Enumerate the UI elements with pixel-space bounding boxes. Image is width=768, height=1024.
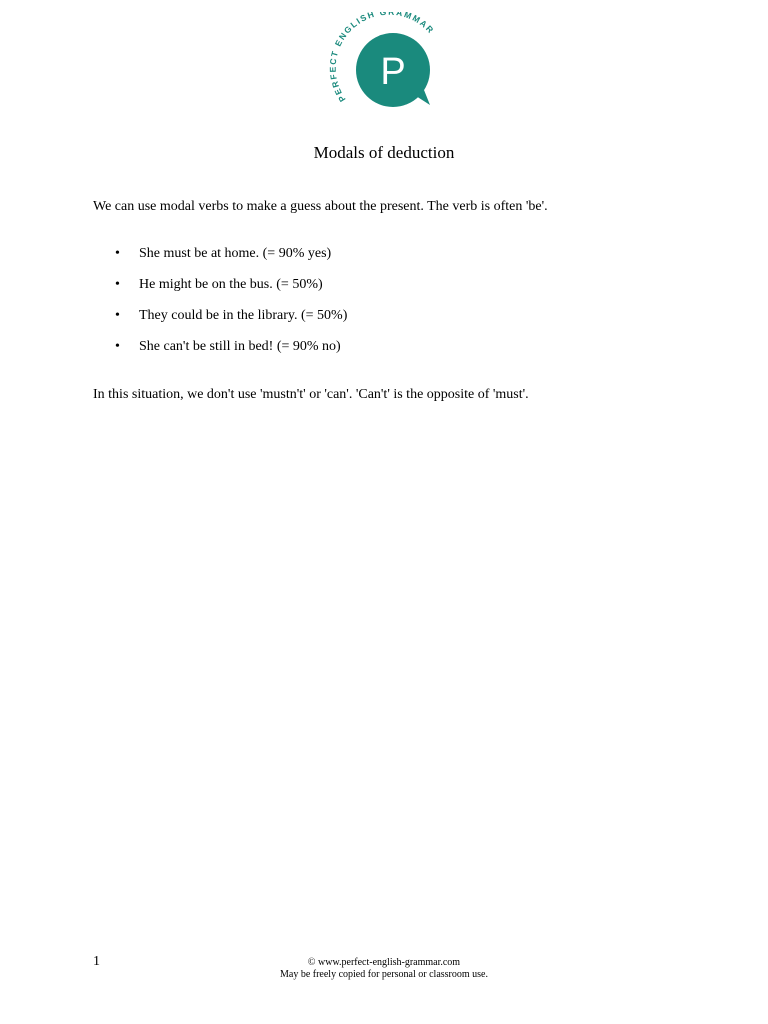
perfect-english-grammar-logo-icon <box>328 12 440 112</box>
footer-note: May be freely copied for personal or classroom use. <box>280 969 488 980</box>
page-number: 1 <box>93 954 100 969</box>
page-title: Modals of deduction <box>313 143 455 162</box>
brand-logo <box>328 12 440 112</box>
example-text: She can't be still in bed! (= 90% no) <box>139 339 341 354</box>
bullet-icon: • <box>115 277 120 292</box>
intro-paragraph: We can use modal verbs to make a guess about the present. The verb is often 'be'. <box>93 199 548 214</box>
bullet-icon: • <box>115 246 120 261</box>
example-text: He might be on the bus. (= 50%) <box>139 277 323 292</box>
svg-text:P: P <box>380 51 406 93</box>
svg-text:PERFECT ENGLISH GRAMMAR: PERFECT ENGLISH AMMAR <box>328 12 437 104</box>
example-text: She must be at home. (= 90% yes) <box>139 246 332 261</box>
example-text: They could be in the library. (= 50%) <box>139 308 348 323</box>
footer-copyright: © www.perfect-english-grammar.com <box>307 957 461 968</box>
bullet-icon: • <box>115 308 120 323</box>
outro-paragraph: In this situation, we don't use 'mustn't' or 'can'. 'Can't' is the opposite of 'must'. <box>93 387 529 402</box>
bullet-icon: • <box>115 339 120 354</box>
